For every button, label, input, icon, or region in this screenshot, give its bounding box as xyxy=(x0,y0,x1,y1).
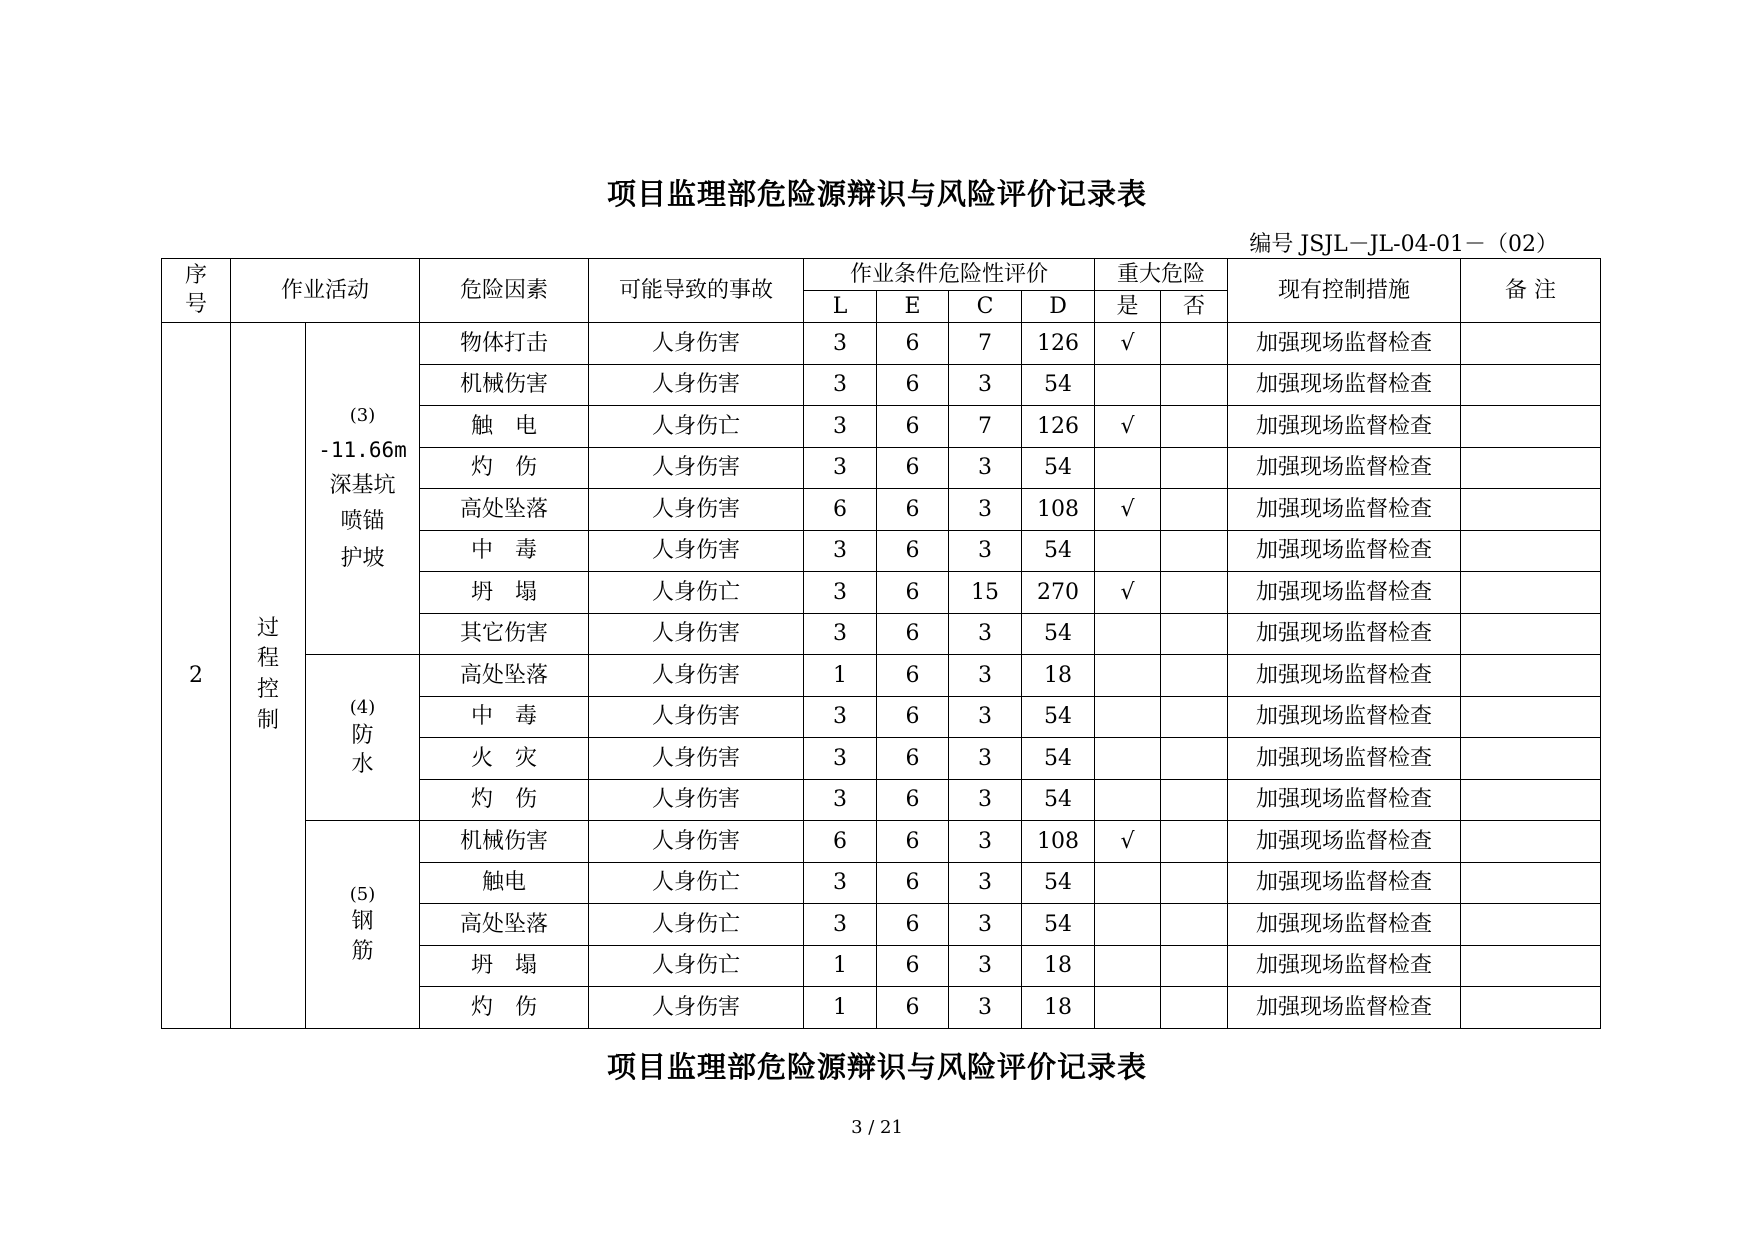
cell-e: 6 xyxy=(877,821,949,863)
cell-no xyxy=(1161,655,1228,697)
cell-remark xyxy=(1461,862,1601,904)
document-code: 编号 JSJL－JL-04-01－（02） xyxy=(1249,232,1558,257)
cell-l: 3 xyxy=(804,572,877,614)
cell-hazard: 触电 xyxy=(420,862,589,904)
cell-l: 1 xyxy=(804,945,877,987)
cell-accident: 人身伤害 xyxy=(589,696,804,738)
header-l: L xyxy=(804,291,877,323)
cell-yes: √ xyxy=(1095,406,1161,448)
cell-d: 54 xyxy=(1022,364,1095,406)
cell-yes xyxy=(1095,696,1161,738)
cell-hazard: 高处坠落 xyxy=(420,655,589,697)
cell-hazard: 高处坠落 xyxy=(420,904,589,946)
cell-remark xyxy=(1461,530,1601,572)
cell-e: 6 xyxy=(877,862,949,904)
cell-d: 54 xyxy=(1022,530,1095,572)
cell-c: 3 xyxy=(949,738,1022,780)
cell-remark xyxy=(1461,364,1601,406)
cell-accident: 人身伤亡 xyxy=(589,862,804,904)
cell-c: 7 xyxy=(949,406,1022,448)
cell-measure: 加强现场监督检查 xyxy=(1228,696,1461,738)
header-activity: 作业活动 xyxy=(231,259,420,323)
cell-measure: 加强现场监督检查 xyxy=(1228,406,1461,448)
cell-d: 54 xyxy=(1022,696,1095,738)
header-measures: 现有控制措施 xyxy=(1228,259,1461,323)
cell-e: 6 xyxy=(877,530,949,572)
cell-yes xyxy=(1095,655,1161,697)
cell-yes: √ xyxy=(1095,489,1161,531)
cell-remark xyxy=(1461,987,1601,1029)
cell-c: 3 xyxy=(949,447,1022,489)
cell-measure: 加强现场监督检查 xyxy=(1228,572,1461,614)
table-row xyxy=(162,821,1601,863)
header-row xyxy=(162,259,1601,291)
cell-accident: 人身伤害 xyxy=(589,530,804,572)
cell-hazard: 坍 塌 xyxy=(420,572,589,614)
header-e: E xyxy=(877,291,949,323)
cell-measure: 加强现场监督检查 xyxy=(1228,904,1461,946)
cell-hazard: 触 电 xyxy=(420,406,589,448)
cell-c: 3 xyxy=(949,613,1022,655)
cell-no xyxy=(1161,904,1228,946)
seq-cell: 2 xyxy=(162,323,231,1029)
cell-l: 3 xyxy=(804,696,877,738)
cell-d: 54 xyxy=(1022,862,1095,904)
cell-no xyxy=(1161,323,1228,365)
header-hazard: 危险因素 xyxy=(420,259,589,323)
cell-accident: 人身伤害 xyxy=(589,987,804,1029)
cell-c: 3 xyxy=(949,987,1022,1029)
cell-measure: 加强现场监督检查 xyxy=(1228,447,1461,489)
cell-no xyxy=(1161,364,1228,406)
cell-l: 3 xyxy=(804,862,877,904)
cell-d: 108 xyxy=(1022,489,1095,531)
cell-remark xyxy=(1461,406,1601,448)
cell-d: 54 xyxy=(1022,447,1095,489)
cell-hazard: 物体打击 xyxy=(420,323,589,365)
document-title-repeat: 项目监理部危险源辩识与风险评价记录表 xyxy=(606,1050,1147,1084)
cell-l: 3 xyxy=(804,364,877,406)
cell-l: 3 xyxy=(804,738,877,780)
cell-c: 3 xyxy=(949,821,1022,863)
cell-measure: 加强现场监督检查 xyxy=(1228,862,1461,904)
sub-activity-s5: (5) 钢 筋 xyxy=(306,821,420,1029)
cell-e: 6 xyxy=(877,364,949,406)
cell-measure: 加强现场监督检查 xyxy=(1228,779,1461,821)
cell-yes xyxy=(1095,447,1161,489)
cell-accident: 人身伤害 xyxy=(589,779,804,821)
cell-no xyxy=(1161,821,1228,863)
cell-l: 3 xyxy=(804,530,877,572)
cell-l: 3 xyxy=(804,779,877,821)
cell-no xyxy=(1161,945,1228,987)
cell-c: 3 xyxy=(949,945,1022,987)
cell-accident: 人身伤亡 xyxy=(589,572,804,614)
cell-yes xyxy=(1095,987,1161,1029)
cell-e: 6 xyxy=(877,406,949,448)
cell-l: 1 xyxy=(804,987,877,1029)
cell-remark xyxy=(1461,572,1601,614)
document-title: 项目监理部危险源辩识与风险评价记录表 xyxy=(606,177,1147,211)
cell-d: 108 xyxy=(1022,821,1095,863)
cell-accident: 人身伤害 xyxy=(589,364,804,406)
cell-c: 3 xyxy=(949,779,1022,821)
cell-l: 3 xyxy=(804,323,877,365)
sub-activity-s4: (4) 防 水 xyxy=(306,655,420,821)
cell-accident: 人身伤害 xyxy=(589,489,804,531)
cell-l: 6 xyxy=(804,489,877,531)
cell-l: 1 xyxy=(804,655,877,697)
cell-measure: 加强现场监督检查 xyxy=(1228,530,1461,572)
activity-cell: 过程控制 xyxy=(231,323,306,1029)
cell-accident: 人身伤亡 xyxy=(589,406,804,448)
cell-e: 6 xyxy=(877,779,949,821)
cell-no xyxy=(1161,447,1228,489)
cell-yes xyxy=(1095,904,1161,946)
page-number: 3 / 21 xyxy=(851,1117,903,1138)
cell-hazard: 灼 伤 xyxy=(420,987,589,1029)
header-yes: 是 xyxy=(1095,291,1161,323)
cell-d: 18 xyxy=(1022,987,1095,1029)
cell-accident: 人身伤害 xyxy=(589,655,804,697)
header-seq: 序号 xyxy=(162,259,231,323)
header-no: 否 xyxy=(1161,291,1228,323)
cell-l: 6 xyxy=(804,821,877,863)
cell-no xyxy=(1161,987,1228,1029)
cell-remark xyxy=(1461,904,1601,946)
cell-yes: √ xyxy=(1095,572,1161,614)
cell-hazard: 机械伤害 xyxy=(420,364,589,406)
cell-yes xyxy=(1095,862,1161,904)
sub-activity-s3: (3) -11.66m 深基坑 喷锚 护坡 xyxy=(306,323,420,655)
cell-d: 54 xyxy=(1022,613,1095,655)
header-eval-group: 作业条件危险性评价 xyxy=(804,259,1095,291)
cell-l: 3 xyxy=(804,613,877,655)
header-major-group: 重大危险 xyxy=(1095,259,1228,291)
cell-d: 270 xyxy=(1022,572,1095,614)
cell-yes: √ xyxy=(1095,323,1161,365)
cell-measure: 加强现场监督检查 xyxy=(1228,821,1461,863)
cell-no xyxy=(1161,862,1228,904)
cell-c: 3 xyxy=(949,696,1022,738)
cell-accident: 人身伤亡 xyxy=(589,945,804,987)
cell-hazard: 坍 塌 xyxy=(420,945,589,987)
cell-measure: 加强现场监督检查 xyxy=(1228,323,1461,365)
cell-c: 3 xyxy=(949,530,1022,572)
risk-assessment-table xyxy=(161,258,1601,1029)
cell-e: 6 xyxy=(877,904,949,946)
cell-yes: √ xyxy=(1095,821,1161,863)
cell-e: 6 xyxy=(877,738,949,780)
cell-remark xyxy=(1461,613,1601,655)
cell-measure: 加强现场监督检查 xyxy=(1228,945,1461,987)
cell-e: 6 xyxy=(877,655,949,697)
cell-hazard: 灼 伤 xyxy=(420,779,589,821)
cell-c: 3 xyxy=(949,655,1022,697)
cell-d: 18 xyxy=(1022,655,1095,697)
cell-l: 3 xyxy=(804,406,877,448)
header-accident: 可能导致的事故 xyxy=(589,259,804,323)
cell-e: 6 xyxy=(877,945,949,987)
cell-remark xyxy=(1461,779,1601,821)
cell-accident: 人身伤亡 xyxy=(589,904,804,946)
cell-yes xyxy=(1095,738,1161,780)
cell-c: 3 xyxy=(949,364,1022,406)
cell-no xyxy=(1161,489,1228,531)
cell-e: 6 xyxy=(877,447,949,489)
cell-yes xyxy=(1095,530,1161,572)
cell-accident: 人身伤害 xyxy=(589,323,804,365)
cell-no xyxy=(1161,779,1228,821)
cell-accident: 人身伤害 xyxy=(589,821,804,863)
cell-c: 3 xyxy=(949,904,1022,946)
cell-l: 3 xyxy=(804,447,877,489)
cell-remark xyxy=(1461,821,1601,863)
cell-hazard: 高处坠落 xyxy=(420,489,589,531)
cell-no xyxy=(1161,572,1228,614)
cell-d: 126 xyxy=(1022,406,1095,448)
cell-hazard: 中 毒 xyxy=(420,696,589,738)
cell-remark xyxy=(1461,655,1601,697)
cell-hazard: 中 毒 xyxy=(420,530,589,572)
cell-measure: 加强现场监督检查 xyxy=(1228,613,1461,655)
cell-remark xyxy=(1461,738,1601,780)
cell-accident: 人身伤害 xyxy=(589,738,804,780)
cell-remark xyxy=(1461,945,1601,987)
cell-measure: 加强现场监督检查 xyxy=(1228,987,1461,1029)
table-row xyxy=(162,323,1601,365)
cell-no xyxy=(1161,530,1228,572)
cell-measure: 加强现场监督检查 xyxy=(1228,655,1461,697)
cell-c: 7 xyxy=(949,323,1022,365)
cell-remark xyxy=(1461,323,1601,365)
cell-no xyxy=(1161,738,1228,780)
cell-yes xyxy=(1095,945,1161,987)
cell-c: 15 xyxy=(949,572,1022,614)
cell-measure: 加强现场监督检查 xyxy=(1228,489,1461,531)
cell-d: 126 xyxy=(1022,323,1095,365)
cell-c: 3 xyxy=(949,862,1022,904)
cell-e: 6 xyxy=(877,987,949,1029)
header-remarks: 备 注 xyxy=(1461,259,1601,323)
header-c: C xyxy=(949,291,1022,323)
cell-no xyxy=(1161,613,1228,655)
cell-measure: 加强现场监督检查 xyxy=(1228,738,1461,780)
cell-d: 54 xyxy=(1022,904,1095,946)
cell-hazard: 火 灾 xyxy=(420,738,589,780)
cell-e: 6 xyxy=(877,613,949,655)
cell-e: 6 xyxy=(877,323,949,365)
cell-d: 54 xyxy=(1022,738,1095,780)
cell-yes xyxy=(1095,364,1161,406)
cell-e: 6 xyxy=(877,572,949,614)
cell-d: 54 xyxy=(1022,779,1095,821)
cell-hazard: 灼 伤 xyxy=(420,447,589,489)
cell-hazard: 机械伤害 xyxy=(420,821,589,863)
cell-e: 6 xyxy=(877,489,949,531)
cell-hazard: 其它伤害 xyxy=(420,613,589,655)
cell-c: 3 xyxy=(949,489,1022,531)
cell-yes xyxy=(1095,779,1161,821)
cell-d: 18 xyxy=(1022,945,1095,987)
cell-e: 6 xyxy=(877,696,949,738)
cell-accident: 人身伤害 xyxy=(589,447,804,489)
cell-remark xyxy=(1461,447,1601,489)
header-d: D xyxy=(1022,291,1095,323)
cell-no xyxy=(1161,696,1228,738)
cell-accident: 人身伤害 xyxy=(589,613,804,655)
cell-remark xyxy=(1461,489,1601,531)
table-row xyxy=(162,655,1601,697)
cell-l: 3 xyxy=(804,904,877,946)
cell-yes xyxy=(1095,613,1161,655)
cell-no xyxy=(1161,406,1228,448)
cell-measure: 加强现场监督检查 xyxy=(1228,364,1461,406)
cell-remark xyxy=(1461,696,1601,738)
